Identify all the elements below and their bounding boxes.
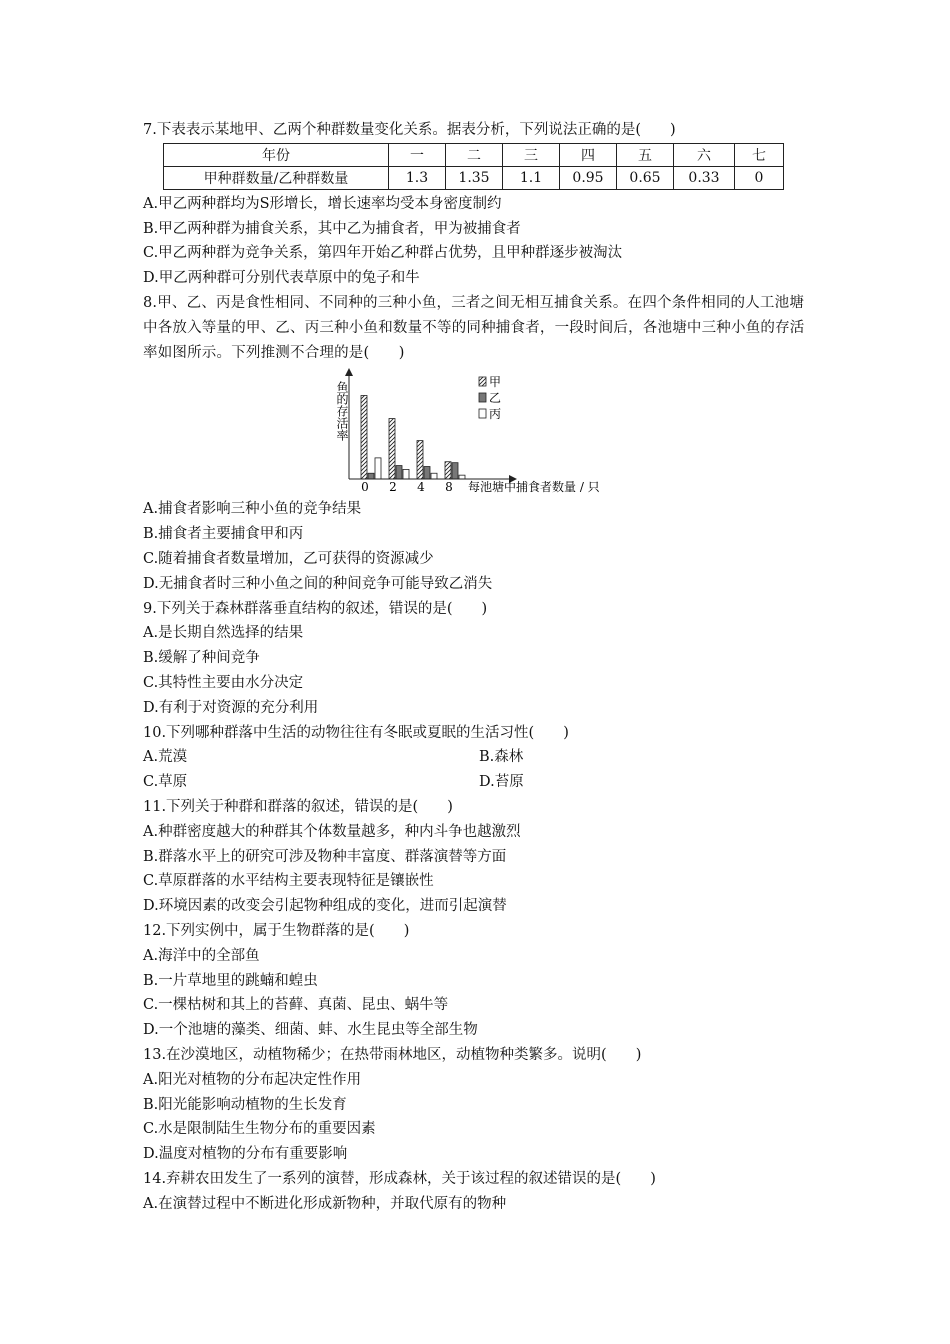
q7-option-d: D.甲乙两种群可分别代表草原中的兔子和牛: [143, 270, 420, 287]
table-cell: 五: [617, 143, 674, 166]
q8-option-b: B.捕食者主要捕食甲和丙: [143, 526, 304, 543]
q11-stem: 11.下列关于种群和群落的叙述，错误的是( ): [143, 798, 453, 815]
q7-option-a: A.甲乙两种群均为S形增长，增长速率均受本身密度制约: [143, 195, 502, 212]
table-cell: 三: [503, 143, 560, 166]
table-header-row: [164, 143, 784, 166]
q13-option-d: D.温度对植物的分布有重要影响: [143, 1146, 348, 1163]
q10-option-a: A.荒漠: [143, 749, 188, 766]
q8-stem: 8.甲、乙、丙是食性相同、不同种的三种小鱼，三者之间无相互捕食关系。在四个条件相同的人工池塘中各放入等量的甲、乙、丙三种小鱼和数量不等的同种捕食者，一段时间后，各池塘中三种小鱼的存活率如图所示。下列推测不合理的是( ): [143, 294, 805, 361]
q9-option-b: B.缓解了种间竞争: [143, 650, 260, 667]
q13-option-c: C.水是限制陆生生物分布的重要因素: [143, 1121, 376, 1138]
population-ratio-table: [163, 143, 784, 190]
bar-丙-2: [403, 470, 409, 480]
q11-option-c: C.草原群落的水平结构主要表现特征是镶嵌性: [143, 873, 434, 890]
exam-page: [143, 118, 815, 1216]
q7-stem: 7.下表表示某地甲、乙两个种群数量变化关系。据表分析，下列说法正确的是( ): [143, 122, 676, 138]
bar-丙-8: [459, 476, 465, 480]
q10-option-b: B.森林: [479, 749, 524, 766]
table-cell: 1.35: [446, 166, 503, 189]
table-cell: 1.3: [389, 166, 446, 189]
bar-乙-2: [396, 466, 402, 479]
q12-option-d: D.一个池塘的藻类、细菌、蚌、水生昆虫等全部生物: [143, 1022, 478, 1039]
bar-甲-4: [417, 441, 423, 479]
q12-option-b: B.一片草地里的跳蝻和蝗虫: [143, 972, 318, 989]
q14-stem: 14.弃耕农田发生了一系列的演替，形成森林，关于该过程的叙述错误的是( ): [143, 1170, 656, 1187]
q10-stem: 10.下列哪种群落中生活的动物往往有冬眠或夏眠的生活习性( ): [143, 724, 569, 741]
q12-option-c: C.一棵枯树和其上的苔藓、真菌、昆虫、蜗牛等: [143, 997, 449, 1014]
q9-option-d: D.有利于对资源的充分利用: [143, 699, 319, 716]
q10-option-c: C.草原: [143, 774, 188, 791]
y-axis-label: 鱼的存活率: [335, 381, 349, 442]
table-cell: 0.33: [674, 166, 735, 189]
table-cell: 年份: [164, 143, 389, 166]
bar-甲-0: [361, 396, 367, 480]
legend-swatch: [479, 409, 486, 418]
x-tick-label: 0: [361, 480, 369, 495]
bar-乙-4: [424, 467, 430, 479]
table-cell: 四: [560, 143, 617, 166]
q12-stem: 12.下列实例中，属于生物群落的是( ): [143, 922, 410, 939]
q9-option-a: A.是长期自然选择的结果: [143, 625, 304, 642]
legend-label: 丙: [489, 407, 502, 422]
survival-bar-chart: [143, 365, 815, 497]
bar-丙-4: [431, 474, 437, 480]
q7-option-c: C.甲乙两种群为竞争关系，第四年开始乙种群占优势，且甲种群逐步被淘汰: [143, 245, 623, 262]
x-tick-label: 2: [389, 480, 397, 495]
table-cell: 一: [389, 143, 446, 166]
q8-option-c: C.随着捕食者数量增加，乙可获得的资源减少: [143, 550, 434, 567]
q10-options-row-2: [143, 770, 815, 795]
table-cell: 七: [735, 143, 784, 166]
bar-甲-2: [389, 419, 395, 479]
table-cell: 0.65: [617, 166, 674, 189]
q13-option-a: A.阳光对植物的分布起决定性作用: [143, 1071, 362, 1088]
table-cell: 1.1: [503, 166, 560, 189]
legend-swatch: [479, 377, 486, 386]
q11-option-b: B.群落水平上的研究可涉及物种丰富度、群落演替等方面: [143, 848, 507, 865]
table-cell: 0.95: [560, 166, 617, 189]
table-cell: 甲种群数量/乙种群数量: [164, 166, 389, 189]
q7-option-b: B.甲乙两种群为捕食关系，其中乙为捕食者，甲为被捕食者: [143, 220, 521, 237]
x-tick-label: 4: [417, 480, 425, 495]
table-cell: 二: [446, 143, 503, 166]
y-axis-arrow: [345, 368, 353, 376]
survival-chart: [143, 365, 815, 497]
table-row: [164, 166, 784, 189]
q11-option-a: A.种群密度越大的种群其个体数量越多，种内斗争也越激烈: [143, 823, 521, 840]
q11-option-d: D.环境因素的改变会引起物种组成的变化，进而引起演替: [143, 898, 507, 915]
q10-option-d: D.苔原: [479, 774, 524, 791]
bar-丙-0: [375, 458, 381, 479]
table-cell: 0: [735, 166, 784, 189]
legend-label: 乙: [489, 391, 502, 406]
q9-stem: 9.下列关于森林群落垂直结构的叙述，错误的是( ): [143, 600, 488, 617]
bar-甲-8: [445, 462, 451, 479]
q13-stem: 13.在沙漠地区，动植物稀少；在热带雨林地区，动植物种类繁多。说明( ): [143, 1046, 642, 1063]
x-tick-label: 8: [445, 480, 453, 495]
legend-swatch: [479, 393, 486, 402]
bar-乙-8: [452, 463, 458, 479]
q8-option-a: A.捕食者影响三种小鱼的竞争结果: [143, 501, 362, 518]
table-cell: 六: [674, 143, 735, 166]
q14-option-a: A.在演替过程中不断进化形成新物种，并取代原有的物种: [143, 1195, 507, 1212]
q10-options-row-1: [143, 745, 815, 770]
q8-option-d: D.无捕食者时三种小鱼之间的种间竞争可能导致乙消失: [143, 575, 493, 592]
q9-option-c: C.其特性主要由水分决定: [143, 674, 304, 691]
q12-option-a: A.海洋中的全部鱼: [143, 947, 260, 964]
bar-乙-0: [368, 474, 374, 480]
q13-option-b: B.阳光能影响动植物的生长发育: [143, 1096, 347, 1113]
legend-label: 甲: [489, 375, 502, 390]
x-axis-label: 每池塘中捕食者数量 / 只: [468, 480, 600, 495]
